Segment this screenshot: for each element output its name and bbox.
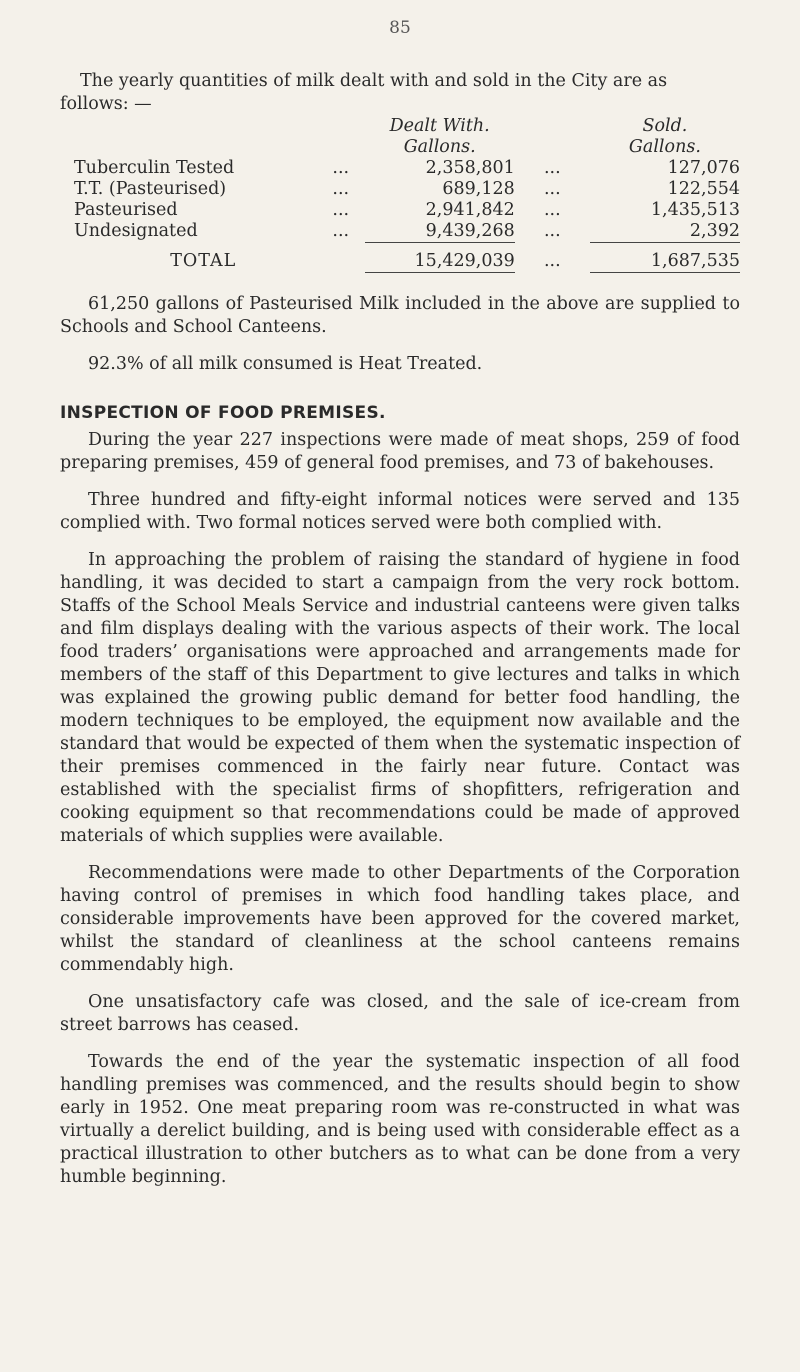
leader-dots: ... [543, 158, 561, 178]
header-sold-unit: Gallons. [628, 137, 701, 157]
leader-dots: ... [543, 200, 561, 220]
row-dealt: 2,941,842 [425, 200, 515, 220]
row-label: Tuberculin Tested [74, 158, 235, 178]
paragraph-cafe-closed: One unsatisfactory cafe was closed, and the sale of ice-cream from street barrows has ceased. [60, 992, 740, 1035]
row-label: Pasteurised [74, 200, 178, 220]
table-unit-row [60, 137, 740, 158]
header-dealt-unit: Gallons. [403, 137, 476, 157]
paragraph-systematic-inspection: Towards the end of the year the systematic inspection of all food handling premises was commenced, and the results should begin to show early in 1952. One meat preparing room was re-constructed in what was virtually a derelict building, and is being used with considerable effect as a practical illustration to other butchers as to what can be done from a very humble beginning. [60, 1052, 740, 1187]
leader-dots: ... [543, 221, 561, 241]
paragraph-heat-treated: 92.3% of all milk consumed is Heat Treated. [88, 354, 483, 374]
header-dealt-with: Dealt With. [389, 116, 490, 136]
row-sold: 1,435,513 [650, 200, 740, 220]
leader-dots: ... [332, 179, 350, 199]
section-heading: INSPECTION OF FOOD PREMISES. [60, 403, 386, 423]
milk-quantities-table [60, 116, 740, 273]
table-row [60, 179, 740, 200]
leader-dots: ... [543, 250, 561, 271]
paragraph-recommendations: Recommendations were made to other Departments of the Corporation having control of premises in which food handling takes place, and considerable improvements have been approved for the covered market, whilst the standard of cleanliness at the school canteens remains commendably high. [60, 863, 740, 975]
total-sold: 1,687,535 [590, 243, 740, 273]
total-label: TOTAL [170, 250, 237, 271]
header-sold: Sold. [642, 116, 688, 136]
leader-dots: ... [332, 221, 350, 241]
table-row [60, 221, 740, 243]
row-dealt: 2,358,801 [425, 158, 515, 178]
row-label: T.T. (Pasteurised) [74, 179, 227, 199]
row-sold: 127,076 [667, 158, 740, 178]
table-row [60, 158, 740, 179]
table-header-row [60, 116, 740, 137]
row-sold: 122,554 [667, 179, 740, 199]
leader-dots: ... [332, 200, 350, 220]
row-label: Undesignated [74, 221, 198, 241]
paragraph-schools-milk: 61,250 gallons of Pasteurised Milk included in the above are supplied to Schools and School Canteens. [60, 294, 740, 337]
table-total-row [60, 243, 740, 273]
row-dealt: 689,128 [442, 179, 515, 199]
leader-dots: ... [543, 179, 561, 199]
table-row [60, 200, 740, 221]
paragraph-notices: Three hundred and fifty-eight informal notices were served and 135 complied with. Two formal notices served were both complied with. [60, 490, 740, 533]
paragraph-campaign: In approaching the problem of raising the standard of hygiene in food handling, it was decided to start a campaign from the very rock bottom. Staffs of the School Meals Service and industrial canteens were given talks and film displays dealing with the various aspects of their work. The local food traders’ organisations were approached and arrangements made for members of the staff of this Department to give lectures and talks in which was explained the growing public demand for better food handling, the modern techniques to be employed, the equipment now available and the standard that would be expected of them when the systematic inspection of their premises commenced in the fairly near future. Contact was established with the specialist firms of shopfitters, refrigeration and cooking equipment so that recommendations could be made of approved materials of which supplies were available. [60, 550, 740, 846]
milk-intro: The yearly quantities of milk dealt with and sold in the City are as follows: — [60, 71, 668, 114]
paragraph-inspections: During the year 227 inspections were made of meat shops, 259 of food preparing premises, 459 of general food premises, and 73 of bakehouses. [60, 430, 740, 473]
total-dealt: 15,429,039 [365, 243, 515, 273]
page-number: 85 [389, 18, 411, 38]
row-sold: 2,392 [590, 221, 740, 243]
document-body [60, 70, 740, 1189]
row-dealt: 9,439,268 [365, 221, 515, 243]
leader-dots: ... [332, 158, 350, 178]
